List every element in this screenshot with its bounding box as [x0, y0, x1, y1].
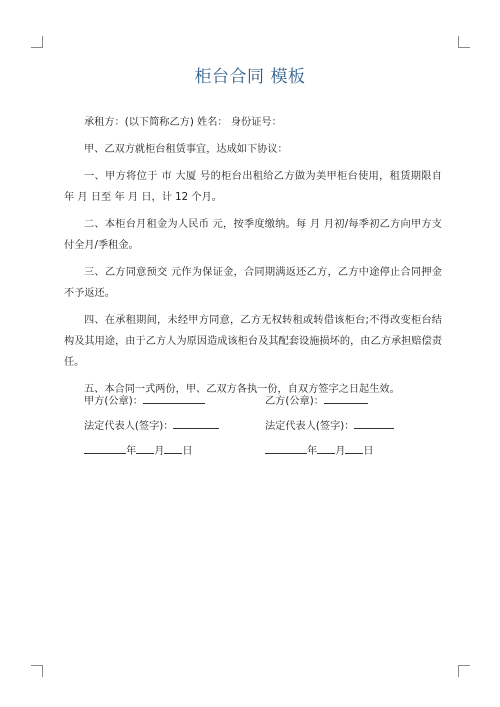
- document-body: [64, 112, 442, 406]
- seal-row: [84, 392, 444, 408]
- party-b-day-label: 日: [363, 446, 374, 457]
- party-a-seal-label: 甲方(公章)：: [84, 396, 143, 407]
- paragraph-clause-1: 一、甲方将位于 市 大厦 号的柜台出租给乙方做为美甲柜台使用，租赁期限自 年 月 日至 年 月 日，计 12 个月。: [64, 171, 442, 203]
- party-a-year-line: [84, 442, 126, 454]
- crop-mark-top-right: [458, 36, 470, 48]
- party-a-date: [84, 442, 193, 457]
- party-b-year-label: 年: [307, 446, 318, 457]
- paragraph-clause-2: 二、本柜台月租金为人民币 元，按季度缴纳。每 月 月初/每季初乙方向甲方支付全月/季租金。: [64, 219, 442, 251]
- party-a-seal: [84, 392, 205, 407]
- party-a-rep: [84, 417, 219, 432]
- representative-row: [84, 417, 444, 433]
- party-b-rep-line: [354, 417, 394, 429]
- crop-mark-top-left: [31, 36, 43, 48]
- party-b-rep: [265, 417, 394, 432]
- document-title: 柜台合同 模板: [194, 67, 306, 87]
- date-row: [84, 442, 444, 458]
- party-b-month-line: [317, 442, 335, 454]
- party-a-year-label: 年: [126, 446, 137, 457]
- party-b-month-label: 月: [335, 446, 346, 457]
- party-a-day-label: 日: [182, 446, 193, 457]
- party-a-day-line: [164, 442, 182, 454]
- party-b-seal-line: [324, 392, 368, 404]
- paragraph-lessee: 承租方：(以下简称乙方) 姓名： 身份证号：: [84, 117, 282, 128]
- paragraph-clause-3: 三、乙方同意预交 元作为保证金，合同期满返还乙方，乙方中途停止合同押金不予返还。: [64, 267, 442, 299]
- paragraph-clause-5: 五、本合同一式两份，甲、乙双方各执一份，自双方签字之日起生效。: [84, 384, 400, 395]
- party-a-rep-label: 法定代表人(签字)：: [84, 421, 174, 432]
- party-b-day-line: [345, 442, 363, 454]
- party-b-year-line: [265, 442, 307, 454]
- party-a-rep-line: [173, 417, 219, 429]
- crop-mark-bottom-right: [458, 665, 470, 677]
- party-a-month-line: [136, 442, 154, 454]
- paragraph-clause-4: 四、在承租期间，未经甲方同意，乙方无权转租或转借该柜台;不得改变柜台结构及其用途，由于乙方人为原因造成该柜台及其配套设施损坏的，由乙方承担赔偿责任。: [64, 315, 442, 368]
- party-a-seal-line: [143, 392, 205, 404]
- party-b-seal-label: 乙方(公章)：: [265, 396, 324, 407]
- crop-mark-bottom-left: [31, 665, 43, 677]
- party-b-rep-label: 法定代表人(签字)：: [265, 421, 355, 432]
- party-b-seal: [265, 392, 368, 407]
- party-a-month-label: 月: [154, 446, 165, 457]
- paragraph-agreement: 甲、乙双方就柜台租赁事宜，达成如下协议：: [84, 144, 288, 155]
- party-b-date: [265, 442, 374, 457]
